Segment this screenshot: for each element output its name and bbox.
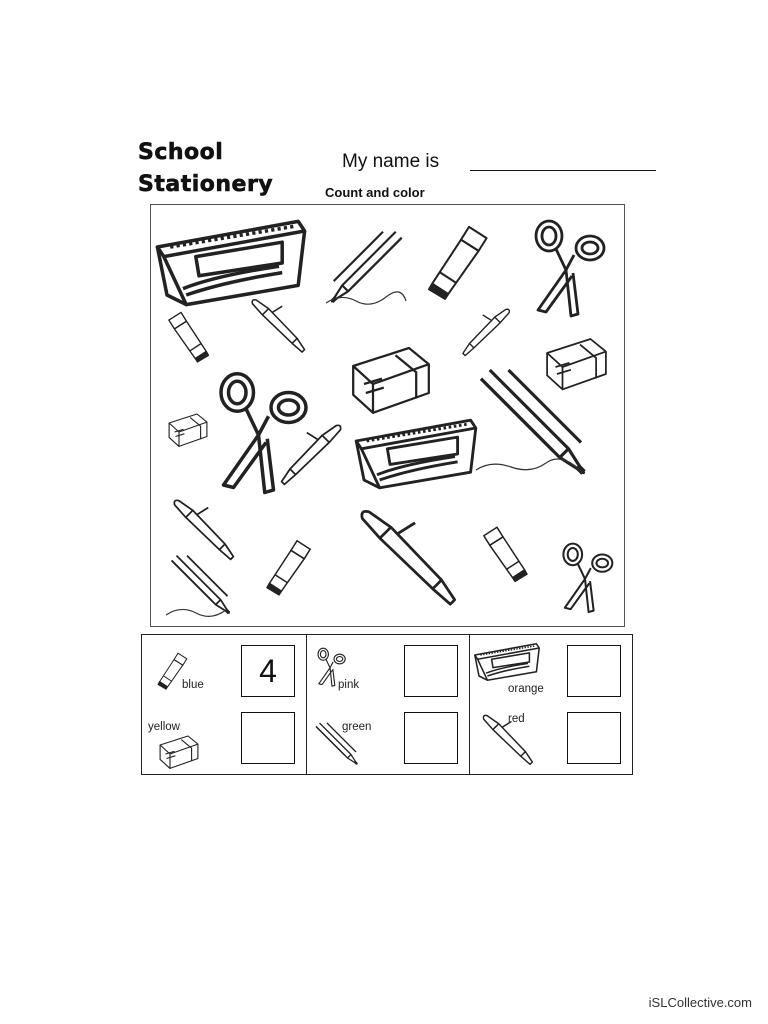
watermark: iSLCollective.com xyxy=(648,995,752,1010)
glue-stick-icon xyxy=(267,541,310,595)
count-box-marker[interactable] xyxy=(567,712,621,764)
glue-stick-icon xyxy=(484,527,527,581)
pencil-case-icon xyxy=(356,420,476,488)
count-box-pencil[interactable] xyxy=(404,712,458,764)
pencil-icon xyxy=(332,232,402,302)
name-blank-line[interactable] xyxy=(470,170,656,171)
stationery-picture xyxy=(150,204,625,627)
color-label-blue: blue xyxy=(182,679,204,691)
color-label-red: red xyxy=(508,713,525,725)
count-box-eraser[interactable] xyxy=(241,712,295,764)
count-box-pencil-case[interactable] xyxy=(567,645,621,697)
count-key-table xyxy=(141,634,633,775)
count-box-scissors[interactable] xyxy=(404,645,458,697)
name-prompt: My name is xyxy=(342,151,440,172)
marker-icon xyxy=(362,511,455,604)
count-box-glue[interactable]: 4 xyxy=(241,645,295,697)
glue-stick-icon xyxy=(169,312,209,362)
color-label-yellow: yellow xyxy=(148,721,180,733)
marker-icon xyxy=(474,711,542,769)
color-label-green: green xyxy=(342,721,372,733)
glue-stick-icon xyxy=(429,227,487,299)
eraser-icon xyxy=(353,348,429,413)
color-label-pink: pink xyxy=(338,679,360,691)
pencil-case-icon xyxy=(472,641,542,683)
eraser-icon xyxy=(150,727,208,772)
instruction-text: Count and color xyxy=(325,185,425,200)
pencil-case-icon xyxy=(157,221,304,304)
color-label-orange: orange xyxy=(508,683,544,695)
pencil-icon xyxy=(481,370,584,473)
worksheet-title-line1: School xyxy=(138,140,224,165)
eraser-icon xyxy=(169,414,207,446)
scissors-icon xyxy=(536,221,604,316)
marker-icon xyxy=(252,300,304,352)
scissors-icon xyxy=(563,544,612,612)
eraser-icon xyxy=(547,339,606,389)
pencil-icon xyxy=(172,556,229,613)
marker-icon xyxy=(174,500,233,559)
column-divider xyxy=(306,635,307,774)
stationery-illustration xyxy=(151,205,626,628)
worksheet-title-line2: Stationery xyxy=(138,172,274,197)
column-divider xyxy=(469,635,470,774)
marker-icon xyxy=(282,425,341,484)
scissors-icon xyxy=(221,374,306,493)
marker-icon xyxy=(463,309,509,355)
